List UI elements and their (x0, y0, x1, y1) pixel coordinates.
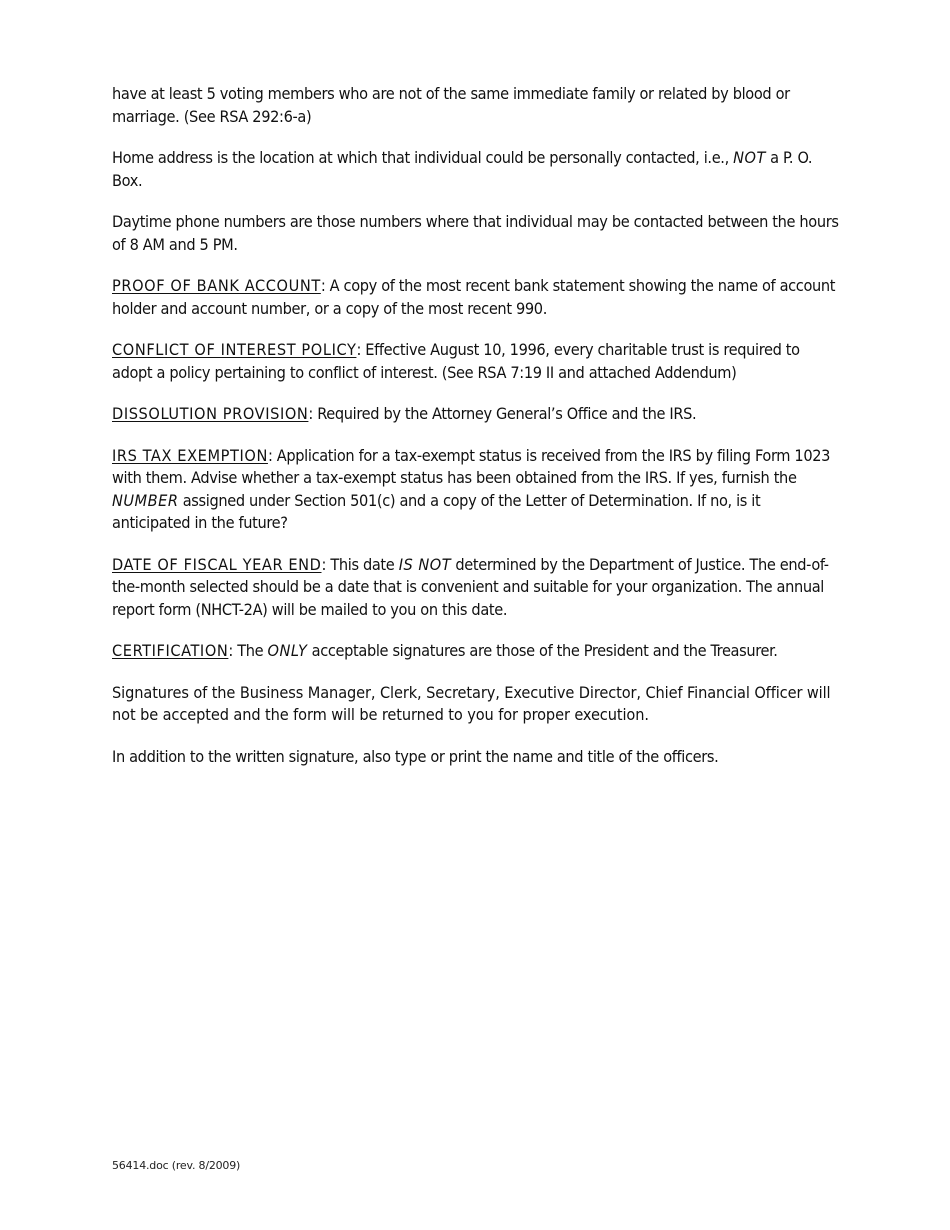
paragraph-text: a P. O. Box. (112, 148, 813, 190)
paragraph-text: determined by the Department of Justice. The end-of-the-month selected should be a date that is convenient and suitable for your organization. The annual report form (NHCT-2A) will be mailed to you on this date. (112, 554, 829, 619)
heading-irs-tax-exemption: IRS TAX EXEMPTION (112, 445, 268, 465)
paragraph-text: acceptable signatures are those of the President and the Treasurer. (307, 641, 778, 660)
paragraph-text: : Required by the Attorney General’s Office and the IRS. (308, 404, 697, 423)
paragraph-text: Home address is the location at which that individual could be personally contacted, i.e., (112, 148, 734, 167)
paragraph-home-address (112, 147, 842, 192)
paragraph-text: have at least 5 voting members who are not of the same immediate family or related by blood or marriage. (See RSA 292:6-a) (112, 84, 790, 126)
paragraph-certification (112, 640, 842, 663)
paragraph-written-signature (112, 746, 842, 769)
paragraph-signatures (112, 682, 842, 727)
paragraph-irs-tax-exemption (112, 445, 842, 535)
emphasis-number: NUMBER (112, 490, 179, 510)
paragraph-text: : Application for a tax-exempt status is received from the IRS by filing Form 1023 with them. Advise whether a tax-exempt status has been obtained from the IRS. If yes, furnish the (112, 445, 831, 487)
paragraph-conflict-of-interest (112, 339, 842, 384)
emphasis-only: ONLY (267, 641, 308, 660)
paragraph-voting-members (112, 83, 842, 128)
paragraph-text: In addition to the written signature, also type or print the name and title of the officers. (112, 746, 719, 766)
paragraph-text: Daytime phone numbers are those numbers where that individual may be contacted between the hours of 8 AM and 5 PM. (112, 212, 839, 254)
heading-certification: CERTIFICATION (112, 641, 229, 660)
paragraph-text: : The (228, 641, 268, 660)
emphasis-not: NOT (733, 148, 766, 167)
paragraph-dissolution (112, 403, 842, 426)
paragraph-text: : A copy of the most recent bank statement showing the name of account holder and account number, or a copy of the most recent 990. (112, 276, 836, 318)
paragraph-bank-account (112, 275, 842, 320)
paragraph-daytime-phone (112, 211, 842, 256)
emphasis-is-not: IS NOT (398, 554, 452, 574)
paragraph-text: assigned under Section 501(c) and a copy of the Letter of Determination. If no, is it anticipated in the future? (112, 490, 761, 532)
paragraph-text: : Effective August 10, 1996, every charitable trust is required to adopt a policy pertaining to conflict of interest. (See RSA 7:19 II and attached Addendum) (112, 340, 800, 382)
paragraph-text: Signatures of the Business Manager, Clerk, Secretary, Executive Director, Chief Financial Officer will not be accepted and the form will be returned to you for proper execution. (112, 682, 831, 724)
document-body (112, 83, 842, 787)
heading-conflict-of-interest-policy: CONFLICT OF INTEREST POLICY (112, 340, 357, 359)
paragraph-text: : This date (321, 554, 399, 574)
footer-document-id: 56414.doc (rev. 8/2009) (112, 1159, 241, 1172)
heading-date-of-fiscal-year-end: DATE OF FISCAL YEAR END (112, 554, 322, 574)
heading-proof-of-bank-account: PROOF OF BANK ACCOUNT (112, 276, 321, 295)
heading-dissolution-provision: DISSOLUTION PROVISION (112, 404, 309, 423)
paragraph-fiscal-year-end (112, 554, 842, 622)
